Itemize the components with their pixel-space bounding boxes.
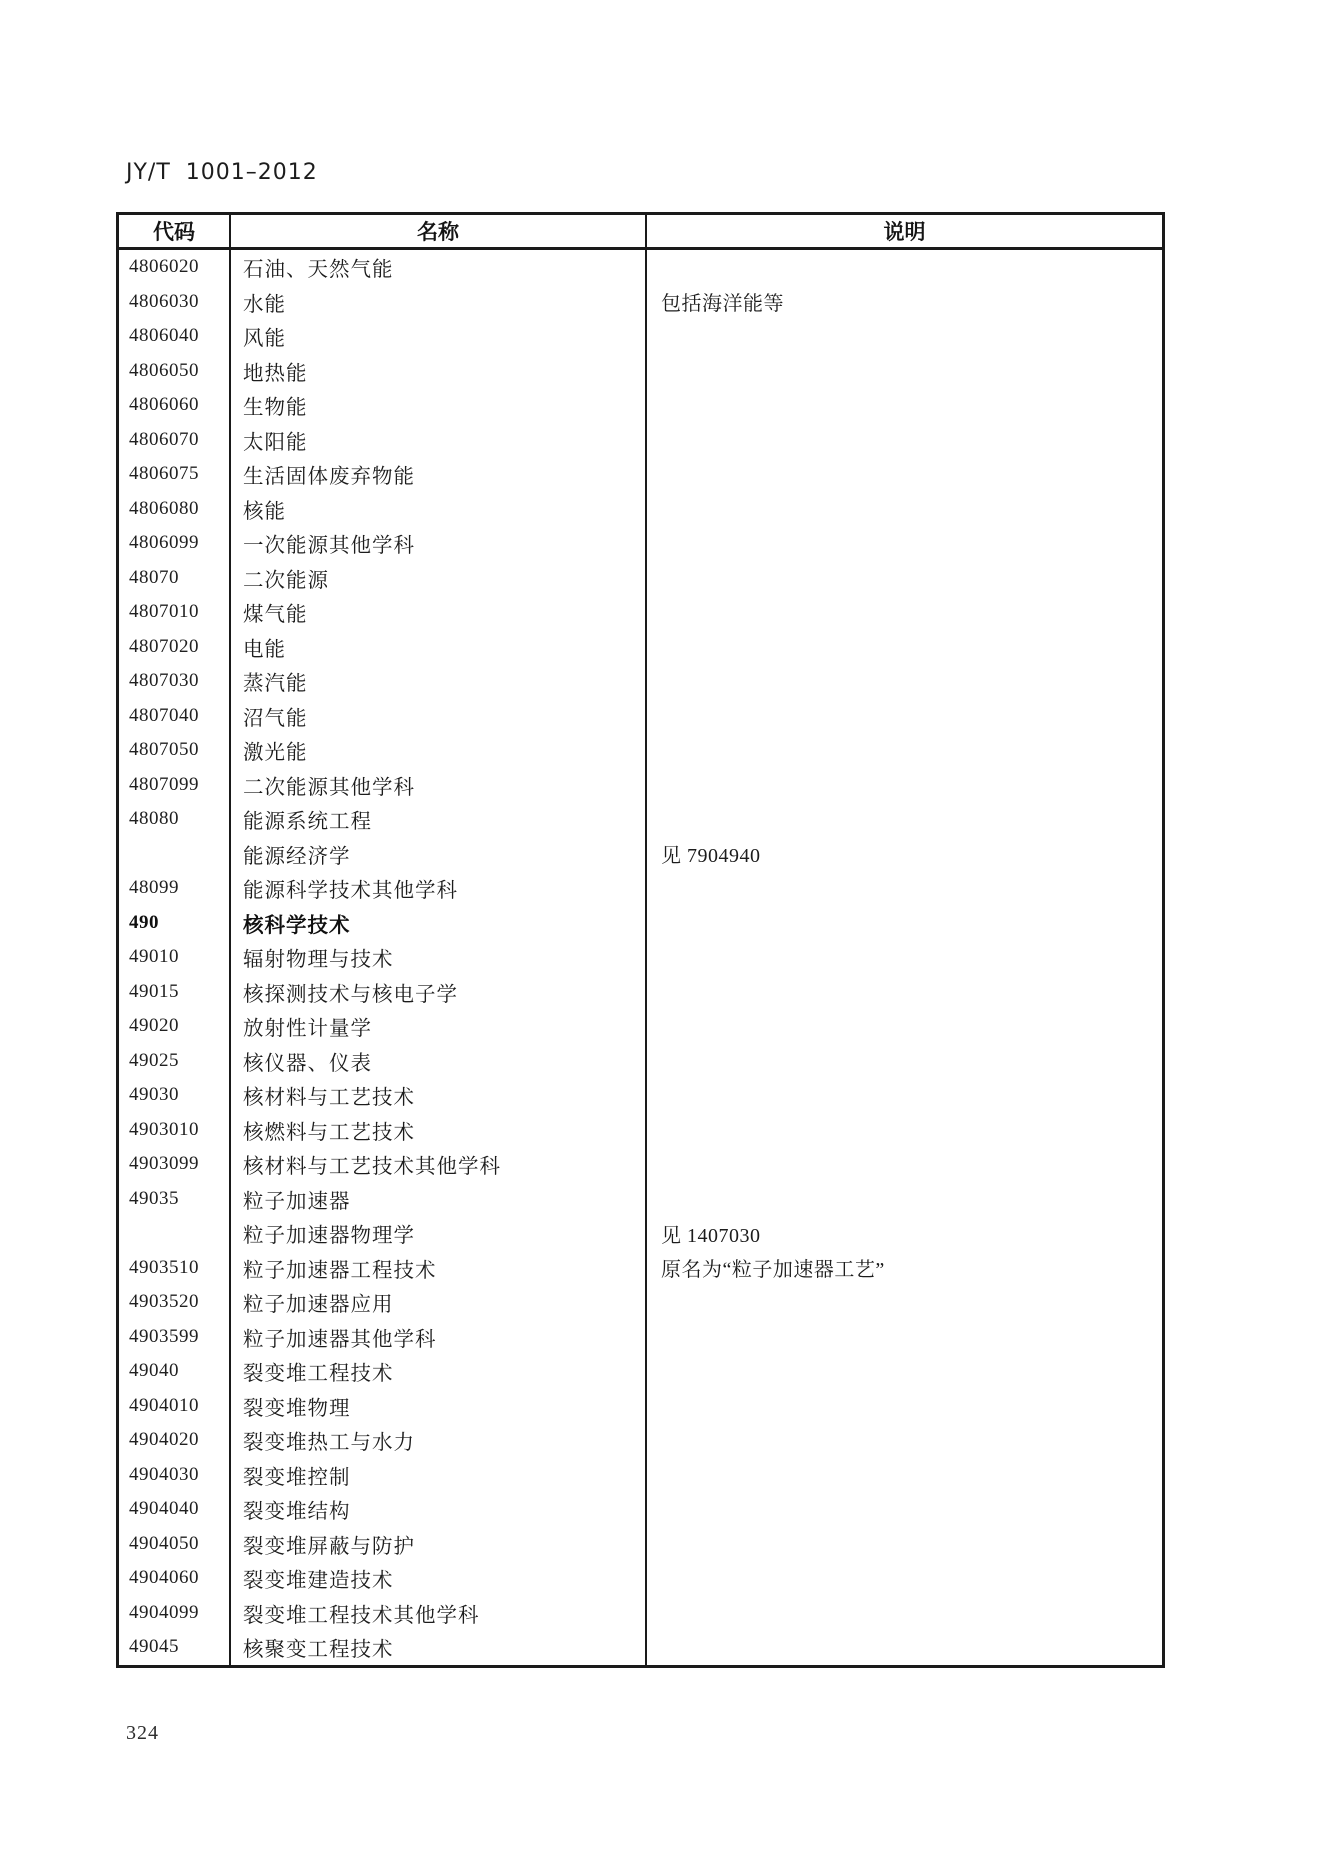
name-cell: 粒子加速器物理学 xyxy=(231,1216,647,1251)
table-row xyxy=(119,1492,1162,1527)
name-cell: 粒子加速器工程技术 xyxy=(231,1251,647,1286)
code-cell: 4806099 xyxy=(119,526,231,561)
description-cell xyxy=(647,457,1162,492)
description-cell xyxy=(647,975,1162,1010)
table-row xyxy=(119,1320,1162,1355)
name-cell: 生物能 xyxy=(231,388,647,423)
code-cell: 49035 xyxy=(119,1182,231,1217)
table-row xyxy=(119,1561,1162,1596)
table-row xyxy=(119,1389,1162,1424)
description-cell xyxy=(647,1078,1162,1113)
code-cell: 4904050 xyxy=(119,1527,231,1562)
name-cell: 风能 xyxy=(231,319,647,354)
column-header-description: 说明 xyxy=(883,220,926,244)
table-row xyxy=(119,457,1162,492)
code-cell: 4904020 xyxy=(119,1423,231,1458)
description-cell xyxy=(647,664,1162,699)
code-cell: 49040 xyxy=(119,1354,231,1389)
table-row xyxy=(119,1078,1162,1113)
description-cell xyxy=(647,1389,1162,1424)
table-row xyxy=(119,940,1162,975)
name-cell: 裂变堆屏蔽与防护 xyxy=(231,1527,647,1562)
code-cell: 49045 xyxy=(119,1630,231,1665)
code-cell: 48070 xyxy=(119,561,231,596)
description-cell xyxy=(647,526,1162,561)
table-row xyxy=(119,388,1162,423)
table-row xyxy=(119,906,1162,941)
table-row xyxy=(119,699,1162,734)
description-cell xyxy=(647,1423,1162,1458)
name-cell: 裂变堆控制 xyxy=(231,1458,647,1493)
code-cell xyxy=(119,837,231,872)
table-row xyxy=(119,561,1162,596)
table-row xyxy=(119,492,1162,527)
name-cell: 二次能源其他学科 xyxy=(231,768,647,803)
name-cell: 二次能源 xyxy=(231,561,647,596)
table-row xyxy=(119,1044,1162,1079)
code-cell: 48080 xyxy=(119,802,231,837)
code-cell: 49030 xyxy=(119,1078,231,1113)
table-row xyxy=(119,595,1162,630)
description-cell: 原名为“粒子加速器工艺” xyxy=(661,1259,885,1282)
table-row xyxy=(119,354,1162,389)
table-row xyxy=(119,630,1162,665)
table-row xyxy=(119,1354,1162,1389)
code-cell: 4904010 xyxy=(119,1389,231,1424)
table-body xyxy=(119,250,1162,1665)
description-cell xyxy=(647,423,1162,458)
description-cell xyxy=(647,1354,1162,1389)
table-row xyxy=(119,1630,1162,1665)
standard-code-title: JY/T 1001–2012 xyxy=(126,160,318,185)
code-cell: 4904060 xyxy=(119,1561,231,1596)
name-cell: 能源科学技术其他学科 xyxy=(231,871,647,906)
name-cell: 核燃料与工艺技术 xyxy=(231,1113,647,1148)
code-cell: 4806070 xyxy=(119,423,231,458)
code-cell: 4806080 xyxy=(119,492,231,527)
name-cell: 粒子加速器其他学科 xyxy=(231,1320,647,1355)
description-cell xyxy=(647,1009,1162,1044)
name-cell: 核聚变工程技术 xyxy=(231,1630,647,1665)
name-cell: 一次能源其他学科 xyxy=(231,526,647,561)
description-cell xyxy=(647,250,1162,285)
table-row xyxy=(119,1182,1162,1217)
name-cell: 能源系统工程 xyxy=(231,802,647,837)
code-cell: 4904030 xyxy=(119,1458,231,1493)
description-cell xyxy=(647,1147,1162,1182)
table-row xyxy=(119,1009,1162,1044)
table-row xyxy=(119,837,1162,872)
name-cell: 核材料与工艺技术 xyxy=(231,1078,647,1113)
table-row xyxy=(119,1596,1162,1631)
code-cell: 4903520 xyxy=(119,1285,231,1320)
table-row xyxy=(119,802,1162,837)
description-cell xyxy=(647,1458,1162,1493)
code-cell: 49015 xyxy=(119,975,231,1010)
description-cell xyxy=(647,1320,1162,1355)
description-cell: 见 7904940 xyxy=(661,845,761,868)
description-cell xyxy=(647,802,1162,837)
name-cell: 沼气能 xyxy=(231,699,647,734)
name-cell: 裂变堆建造技术 xyxy=(231,1561,647,1596)
name-cell: 核科学技术 xyxy=(231,906,647,941)
code-cell: 4807010 xyxy=(119,595,231,630)
name-cell: 蒸汽能 xyxy=(231,664,647,699)
name-cell: 激光能 xyxy=(231,733,647,768)
name-cell: 裂变堆工程技术其他学科 xyxy=(231,1596,647,1631)
table-row xyxy=(119,768,1162,803)
name-cell: 核仪器、仪表 xyxy=(231,1044,647,1079)
name-cell: 水能 xyxy=(231,285,647,320)
name-cell: 放射性计量学 xyxy=(231,1009,647,1044)
code-cell: 4806020 xyxy=(119,250,231,285)
code-cell: 4806040 xyxy=(119,319,231,354)
name-cell: 电能 xyxy=(231,630,647,665)
table-row xyxy=(119,975,1162,1010)
description-cell xyxy=(647,595,1162,630)
code-cell xyxy=(119,1216,231,1251)
description-cell xyxy=(647,768,1162,803)
table-row xyxy=(119,664,1162,699)
description-cell xyxy=(647,1044,1162,1079)
description-cell xyxy=(647,871,1162,906)
code-cell: 48099 xyxy=(119,871,231,906)
table-row xyxy=(119,285,1162,320)
description-cell xyxy=(647,354,1162,389)
description-cell xyxy=(647,1596,1162,1631)
table-row xyxy=(119,250,1162,285)
code-cell: 4807040 xyxy=(119,699,231,734)
name-cell: 石油、天然气能 xyxy=(231,250,647,285)
description-cell xyxy=(647,630,1162,665)
code-cell: 4806050 xyxy=(119,354,231,389)
name-cell: 核探测技术与核电子学 xyxy=(231,975,647,1010)
name-cell: 粒子加速器 xyxy=(231,1182,647,1217)
description-cell xyxy=(647,906,1162,941)
column-header-code: 代码 xyxy=(119,215,231,247)
name-cell: 能源经济学 xyxy=(231,837,647,872)
description-cell xyxy=(647,1630,1162,1665)
table-row xyxy=(119,1285,1162,1320)
table-row xyxy=(119,871,1162,906)
column-header-name: 名称 xyxy=(231,215,647,247)
page-number: 324 xyxy=(126,1722,159,1744)
table-header-row xyxy=(119,215,1162,250)
description-cell xyxy=(647,1285,1162,1320)
code-cell: 4904099 xyxy=(119,1596,231,1631)
code-cell: 4807099 xyxy=(119,768,231,803)
description-cell xyxy=(647,492,1162,527)
description-cell xyxy=(647,1527,1162,1562)
code-cell: 49025 xyxy=(119,1044,231,1079)
description-cell xyxy=(647,388,1162,423)
table-row xyxy=(119,1251,1162,1286)
table-row xyxy=(119,526,1162,561)
code-cell: 4903599 xyxy=(119,1320,231,1355)
description-cell xyxy=(647,940,1162,975)
table-row xyxy=(119,1113,1162,1148)
name-cell: 辐射物理与技术 xyxy=(231,940,647,975)
name-cell: 地热能 xyxy=(231,354,647,389)
code-cell: 4807030 xyxy=(119,664,231,699)
name-cell: 核能 xyxy=(231,492,647,527)
description-cell xyxy=(647,1492,1162,1527)
name-cell: 粒子加速器应用 xyxy=(231,1285,647,1320)
code-cell: 4807050 xyxy=(119,733,231,768)
code-cell: 4806060 xyxy=(119,388,231,423)
code-cell: 4807020 xyxy=(119,630,231,665)
description-cell xyxy=(647,1113,1162,1148)
code-cell: 490 xyxy=(119,906,231,941)
table-row xyxy=(119,423,1162,458)
name-cell: 裂变堆工程技术 xyxy=(231,1354,647,1389)
table-row xyxy=(119,1216,1162,1251)
table-row xyxy=(119,319,1162,354)
table-row xyxy=(119,733,1162,768)
description-cell xyxy=(647,561,1162,596)
description-cell: 包括海洋能等 xyxy=(661,293,784,316)
name-cell: 核材料与工艺技术其他学科 xyxy=(231,1147,647,1182)
code-cell: 49020 xyxy=(119,1009,231,1044)
code-cell: 4903099 xyxy=(119,1147,231,1182)
code-cell: 49010 xyxy=(119,940,231,975)
description-cell xyxy=(647,1561,1162,1596)
code-cell: 4806030 xyxy=(119,285,231,320)
description-cell xyxy=(647,1182,1162,1217)
description-cell: 见 1407030 xyxy=(661,1224,761,1247)
code-cell: 4806075 xyxy=(119,457,231,492)
description-cell xyxy=(647,699,1162,734)
description-cell xyxy=(647,319,1162,354)
table-row xyxy=(119,1147,1162,1182)
name-cell: 裂变堆物理 xyxy=(231,1389,647,1424)
code-cell: 4904040 xyxy=(119,1492,231,1527)
name-cell: 煤气能 xyxy=(231,595,647,630)
code-cell: 4903010 xyxy=(119,1113,231,1148)
name-cell: 太阳能 xyxy=(231,423,647,458)
name-cell: 裂变堆热工与水力 xyxy=(231,1423,647,1458)
name-cell: 裂变堆结构 xyxy=(231,1492,647,1527)
table-row xyxy=(119,1423,1162,1458)
description-cell xyxy=(647,733,1162,768)
table-row xyxy=(119,1527,1162,1562)
classification-table xyxy=(116,212,1165,1668)
code-cell: 4903510 xyxy=(119,1251,231,1286)
table-row xyxy=(119,1458,1162,1493)
name-cell: 生活固体废弃物能 xyxy=(231,457,647,492)
